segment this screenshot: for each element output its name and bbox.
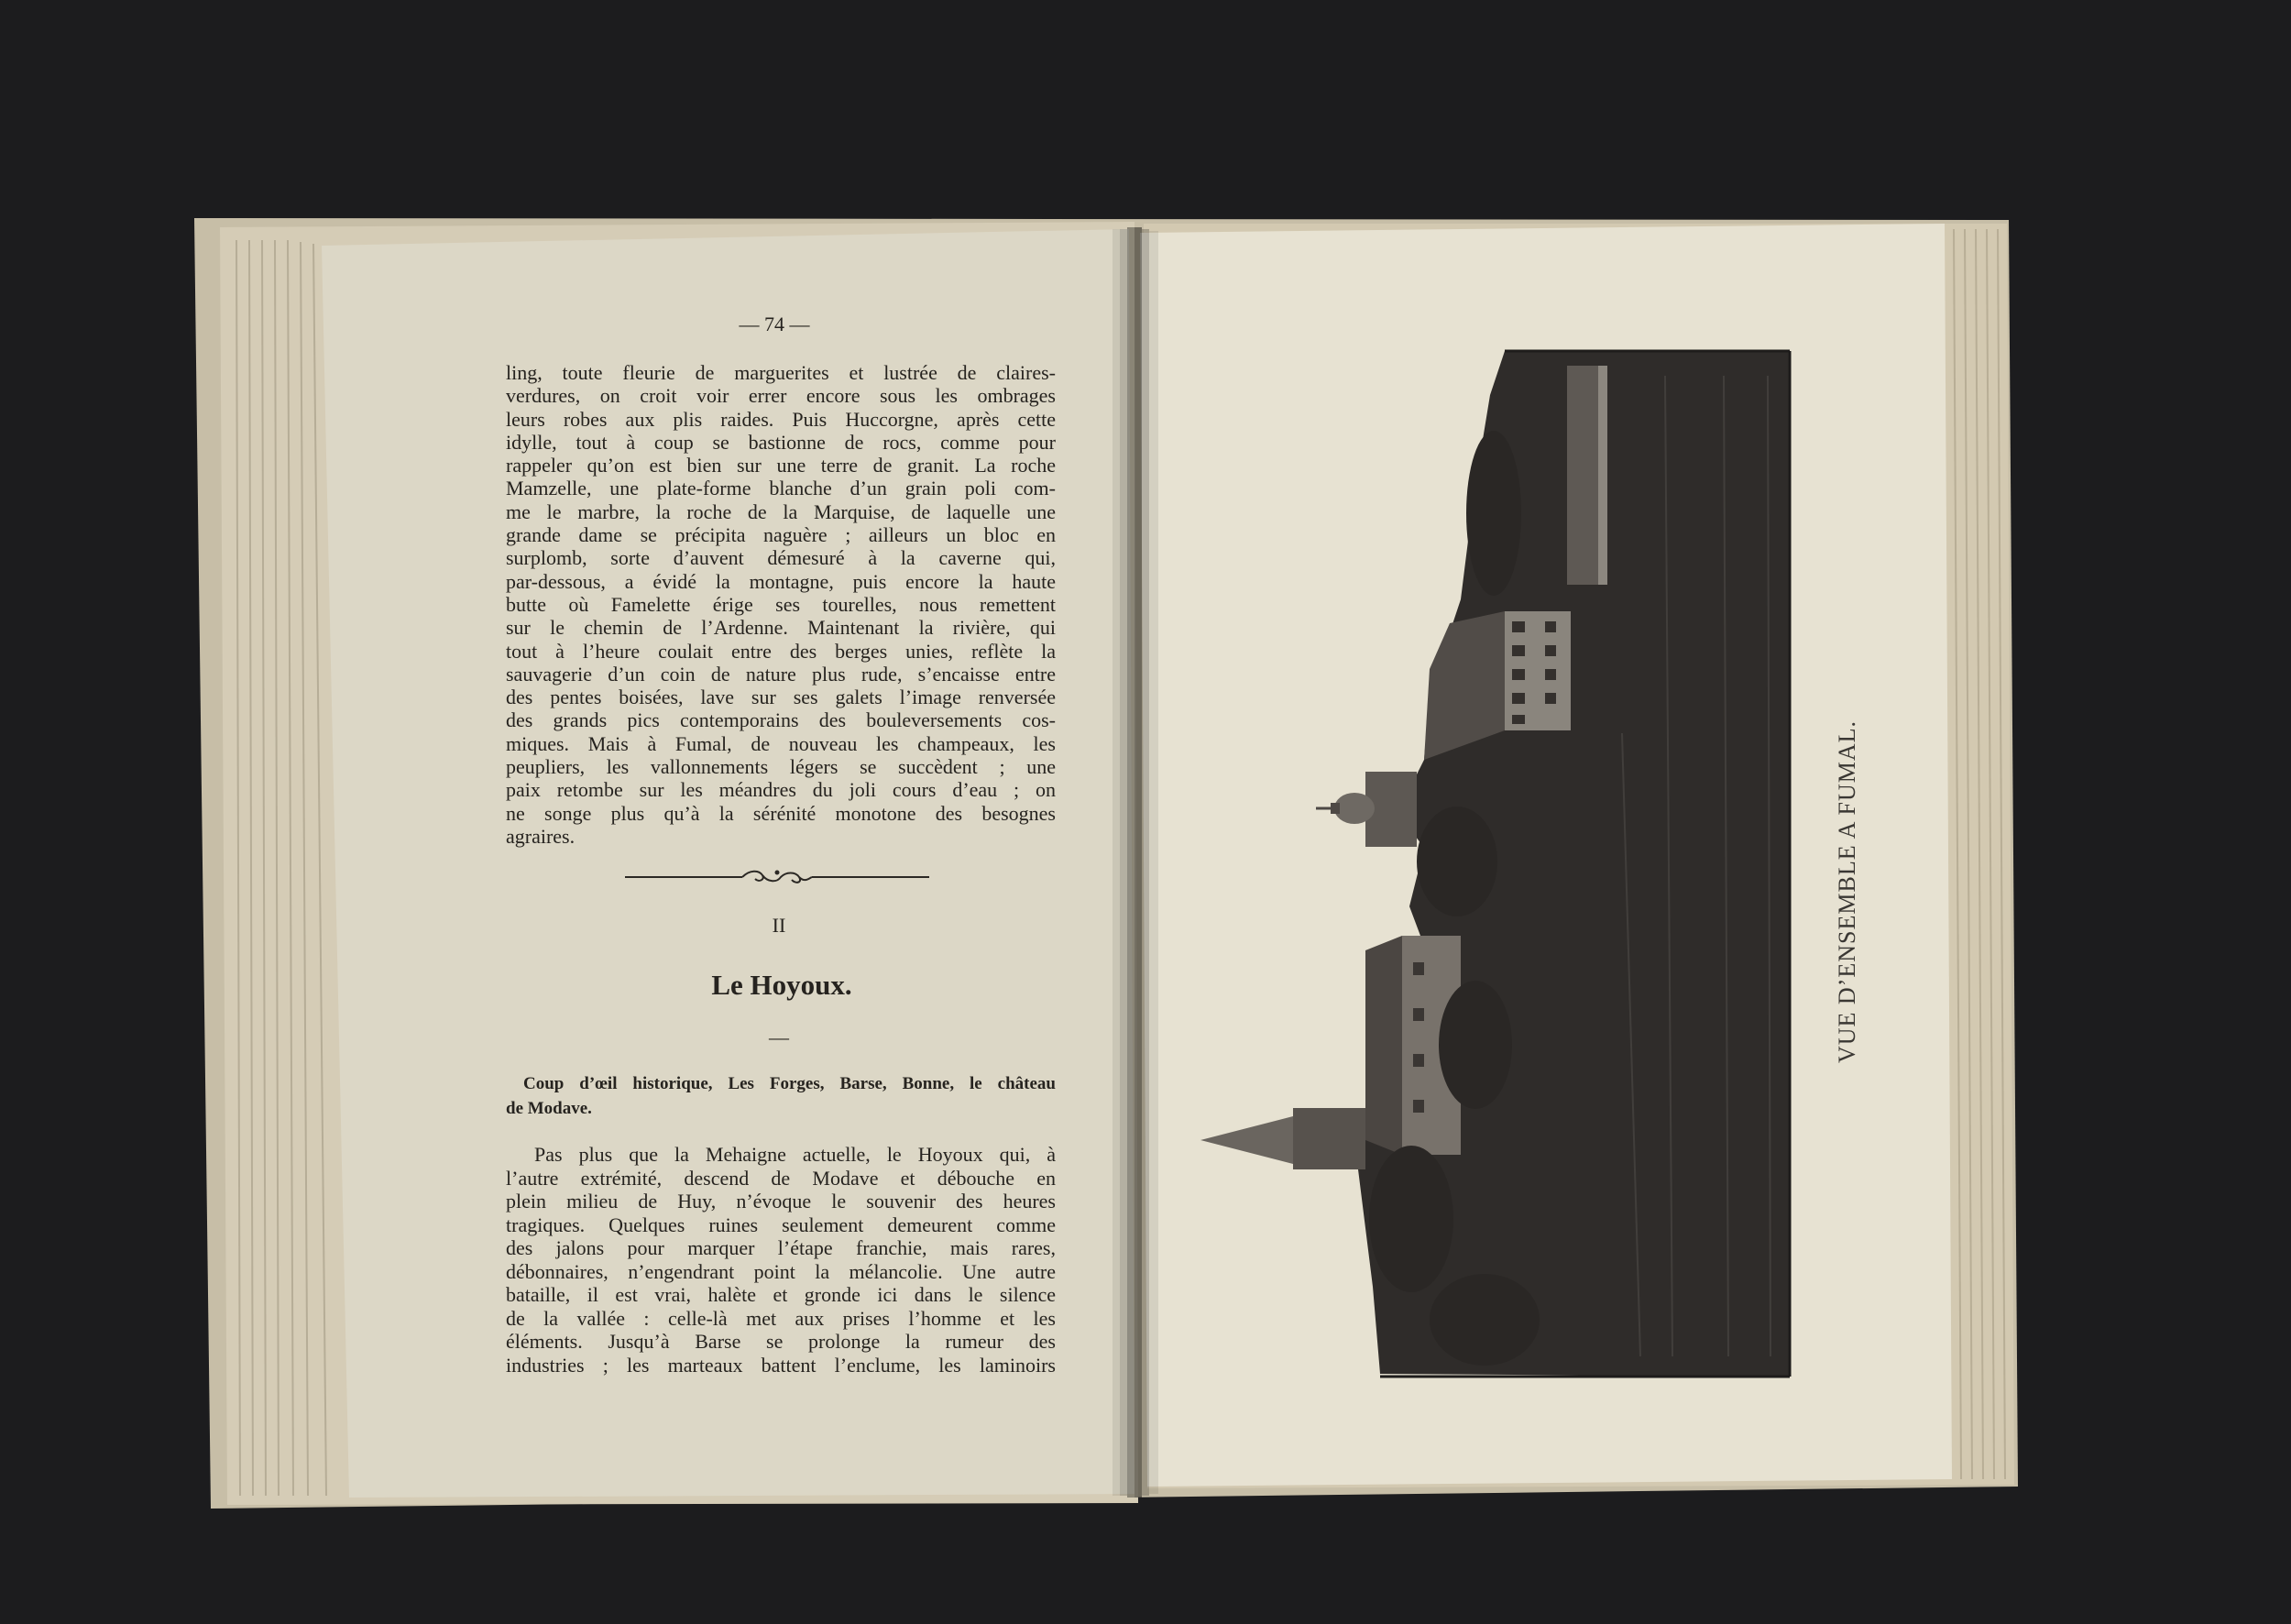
paragraph-line: bataille, il est vrai, halète et gronde ici dans le silence — [506, 1283, 1056, 1306]
paragraph-line: industries ; les marteaux battent l’enclume, les laminoirs — [506, 1353, 1056, 1377]
section-title: Le Hoyoux. — [711, 969, 852, 1001]
lower-building-roof — [1365, 936, 1402, 1155]
paragraph-line: sauvagerie d’un coin de nature plus rude, s’encaisse entre — [506, 662, 1056, 686]
window — [1545, 621, 1556, 632]
tree-canopy — [1430, 1274, 1540, 1366]
ornament-dot — [775, 871, 780, 875]
window — [1413, 1008, 1424, 1021]
gutter-shadow — [1113, 227, 1158, 1498]
paragraph-line: des grands pics contemporains des bouleversements cos- — [506, 708, 1056, 732]
summary-line: Coup d’œil historique, Les Forges, Barse, Bonne, le château — [523, 1074, 1056, 1093]
photographic-plate — [1182, 348, 1796, 1379]
window — [1413, 1100, 1424, 1113]
paragraph-line: sur le chemin de l’Ardenne. Maintenant la rivière, qui — [506, 616, 1056, 640]
paragraph-line: paix retombe sur les méandres du joli cours d’eau ; on — [506, 778, 1056, 802]
paragraph-line: rappeler qu’on est bien sur une terre de granit. La roche — [506, 454, 1056, 477]
paragraph-line: agraires. — [506, 824, 575, 848]
paragraph-line: ling, toute fleurie de marguerites et lustrée de claires- — [506, 361, 1056, 384]
tree-canopy — [1417, 807, 1497, 916]
cupola-lantern — [1331, 803, 1340, 814]
paragraph-line: me le marbre, la roche de la Marquise, de laquelle une — [506, 499, 1056, 523]
gutter-shade — [1135, 227, 1142, 1498]
tree-canopy — [1439, 981, 1512, 1109]
paragraph-line: miques. Mais à Fumal, de nouveau les champeaux, les — [506, 731, 1056, 755]
summary-line: de Modave. — [506, 1099, 592, 1118]
paragraph-line: Pas plus que la Mehaigne actuelle, le Hoyoux qui, à — [534, 1143, 1056, 1166]
section-number: II — [772, 914, 786, 937]
plate-caption: VUE D’ENSEMBLE A FUMAL. — [1834, 720, 1860, 1064]
paragraph-line: des pentes boisées, lave sur ses galets l’image renversée — [506, 686, 1056, 709]
paragraph-line: idylle, tout à coup se bastionne de rocs, comme pour — [506, 430, 1056, 454]
paragraph-line: tragiques. Quelques ruines seulement demeurent comme — [506, 1213, 1056, 1236]
gutter-shade — [1142, 229, 1149, 1496]
opening-paragraph — [506, 361, 1056, 848]
paragraph-line: des jalons pour marquer l’étape franchie, mais rares, — [506, 1236, 1056, 1259]
paragraph-line: l’autre extrémité, descend de Modave et débouche en — [506, 1166, 1056, 1190]
paragraph-line: leurs robes aux plis raides. Puis Huccorgne, après cette — [506, 407, 1056, 431]
window — [1512, 621, 1525, 632]
gutter-shade — [1149, 231, 1158, 1494]
garden-wall-top — [1598, 366, 1607, 585]
window — [1512, 645, 1525, 656]
gutter-shade — [1113, 229, 1120, 1496]
section-paragraph — [506, 1143, 1056, 1377]
paragraph-line: débonnaires, n’engendrant point la mélancolie. Une autre — [506, 1259, 1056, 1283]
title-dash: — — [769, 1026, 789, 1048]
paragraph-line: butte où Famelette érige ses tourelles, nous remettent — [506, 592, 1056, 616]
ornament-rule — [625, 866, 929, 888]
gutter-shade — [1127, 227, 1135, 1498]
tree-canopy — [1466, 431, 1521, 596]
cupola-dome — [1334, 793, 1375, 824]
church-spire — [1200, 1116, 1293, 1164]
window — [1545, 669, 1556, 680]
paragraph-line: peupliers, les vallonnements légers se succèdent ; une — [506, 755, 1056, 779]
window — [1512, 669, 1525, 680]
window — [1545, 645, 1556, 656]
paragraph-line: plein milieu de Huy, n’évoque le souvenir des heures — [506, 1190, 1056, 1213]
paragraph-line: éléments. Jusqu’à Barse se prolonge la rumeur des — [506, 1330, 1056, 1353]
paragraph-line: par-dessous, a évidé la montagne, puis encore la haute — [506, 569, 1056, 593]
paragraph-line: de la vallée : celle-là met aux prises l’homme et les — [506, 1306, 1056, 1330]
window — [1512, 715, 1525, 724]
paragraph-line: verdures, on croit voir errer encore sous les ombrages — [506, 384, 1056, 408]
paragraph-line: ne songe plus qu’à la sérénité monotone des besognes — [506, 801, 1056, 825]
window — [1413, 1054, 1424, 1067]
paragraph-line: tout à l’heure coulait entre des berges unies, reflète la — [506, 639, 1056, 663]
paragraph-line: grande dame se précipita naguère ; ailleurs un bloc en — [506, 523, 1056, 547]
page-number: — 74 — — [739, 313, 810, 335]
window — [1512, 693, 1525, 704]
paragraph-line: surplomb, sorte d’auvent démesuré à la caverne qui, — [506, 546, 1056, 570]
window — [1545, 693, 1556, 704]
window — [1413, 962, 1424, 975]
garden-wall — [1567, 366, 1598, 585]
section-summary — [506, 1071, 1056, 1121]
gutter-shade — [1120, 229, 1127, 1496]
church-tower — [1293, 1108, 1365, 1169]
paragraph-line: Mamzelle, une plate-forme blanche d’un grain poli com- — [506, 477, 1056, 500]
tree-canopy — [1369, 1146, 1453, 1292]
